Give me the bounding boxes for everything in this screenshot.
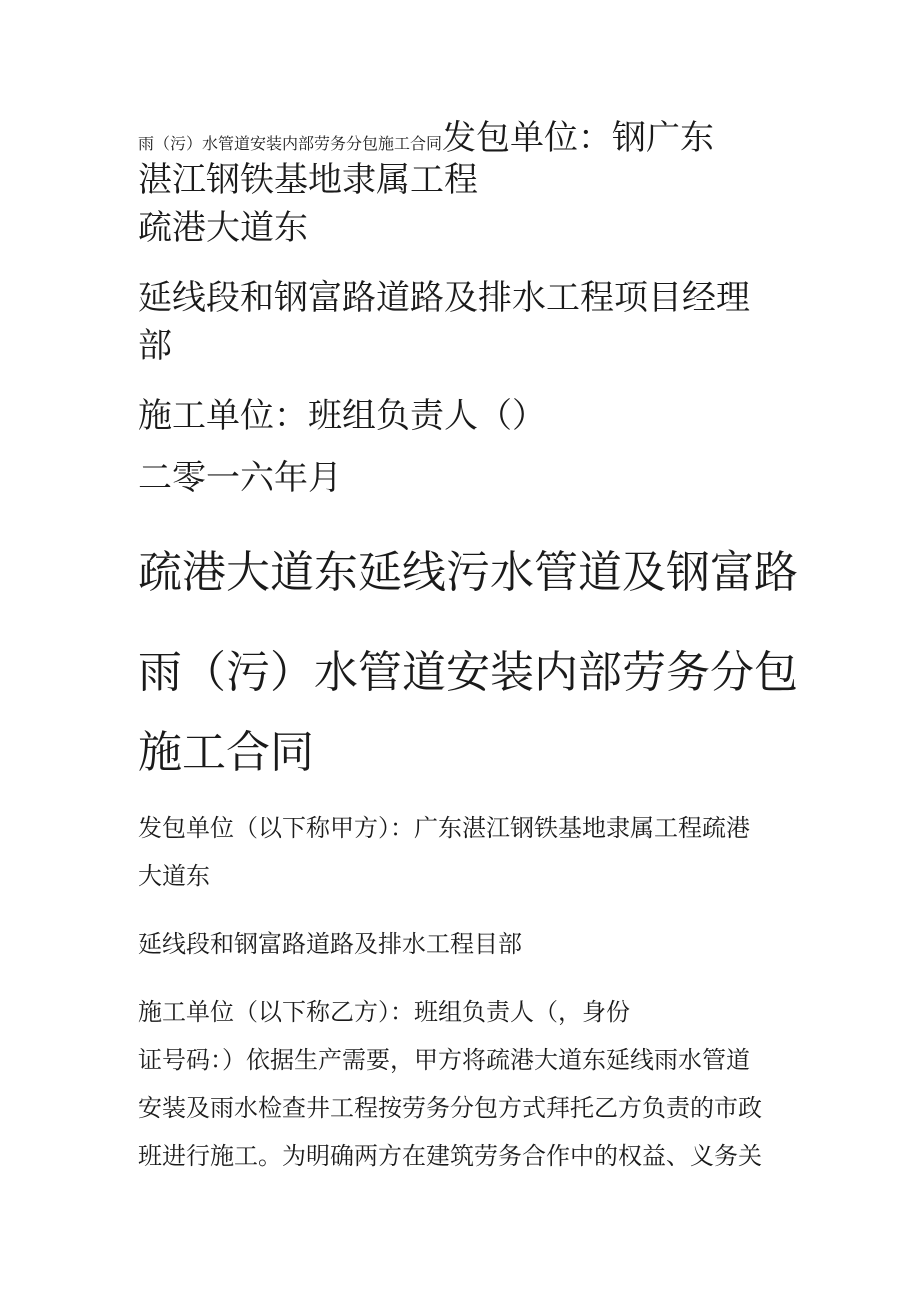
cover-line-4: 延线段和钢富路道路及排水工程项目经理: [138, 278, 750, 318]
party-b-line-1: 施工单位（以下称乙方）：班组负责人（，身份: [138, 998, 630, 1026]
party-a-line-2: 大道东: [138, 862, 210, 890]
cover-employer-label: 发包单位：钢广东: [442, 118, 715, 158]
cover-contractor-line: 施工单位：班组负责人（）: [138, 396, 546, 436]
cover-line-3: 疏港大道东: [138, 208, 308, 248]
cover-date-line: 二零一六年月: [138, 458, 342, 498]
party-a-line-1: 发包单位（以下称甲方）：广东湛江钢铁基地隶属工程疏港: [138, 814, 750, 842]
paragraph-line-4: 班进行施工。为明确两方在建筑劳务合作中的权益、义务关: [138, 1142, 762, 1170]
paragraph-line-2: 证号码：）依据生产需要，甲方将疏港大道东延线雨水管道: [138, 1046, 750, 1074]
paragraph-line-3: 安装及雨水检查井工程按劳务分包方式拜托乙方负责的市政: [138, 1094, 762, 1122]
party-a-line-3: 延线段和钢富路道路及排水工程目部: [138, 930, 522, 958]
cover-line-2: 湛江钢铁基地隶属工程: [138, 160, 478, 200]
cover-small-title: 雨（污）水管道安装内部劳务分包施工合同: [138, 134, 443, 153]
contract-title-line-3: 施工合同: [138, 727, 314, 778]
contract-title-line-1: 疏港大道东延线污水管道及钢富路: [138, 547, 798, 598]
contract-title-line-2: 雨（污）水管道安装内部劳务分包: [138, 647, 798, 698]
cover-line-5: 部: [138, 326, 172, 366]
